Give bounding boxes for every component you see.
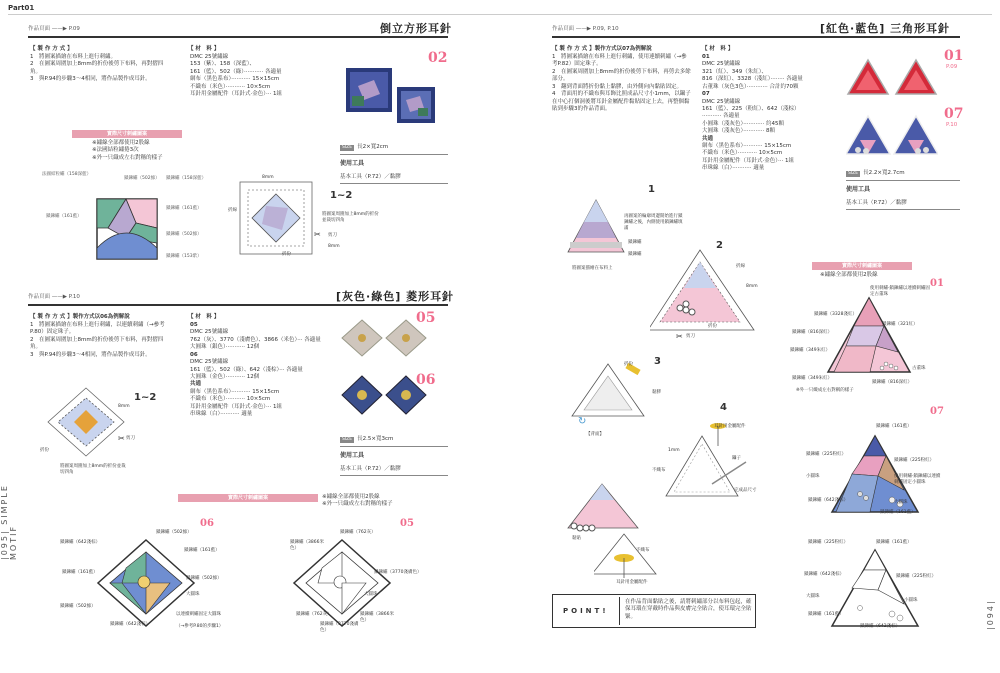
pattern-06-label: （→參考P.80的步驟1） [176, 624, 224, 629]
pattern-06-label: 鎖鍊繡（642淺棕） [60, 540, 101, 545]
fold-label: 8mm [118, 404, 130, 409]
step-num-4: 4 [720, 402, 727, 413]
pattern-05-label: 鎖鍊繡（3770淺膚色） [320, 622, 359, 634]
step4-label: 耳針用金屬配件 [714, 424, 746, 429]
sec2-tools: 基本工具（P.72）／黏膠 [340, 466, 401, 472]
sec1-label: 鎖鍊繡（502綠） [166, 232, 202, 237]
sec1-step: 2 在圖案周圍加上8mm的折份後剪下布料，再對摺四角。 [30, 61, 164, 75]
pattern-01-label: 古董珠 [912, 366, 926, 371]
right-rule [552, 36, 960, 38]
step2-figure [650, 248, 756, 338]
material-line: 161（藍）、502（綠）··········· 各適量 [190, 68, 282, 75]
sec1-size: SIZE 長2×寬2cm [342, 144, 389, 150]
sec2-steps [30, 322, 170, 359]
pattern-06-label: 大圓珠 [186, 592, 200, 597]
pattern-num-01: 01 [930, 278, 944, 289]
sec1-step: 1 將圖案描繪在布料上進行刺繡。 [30, 54, 117, 60]
right-step: 1 將圖案描繪在布料上進行刺繡，使用連續刺繡（→參考P.82）固定珠子。 [552, 54, 687, 68]
sec1-materials [190, 54, 325, 99]
pattern-06-label: 鎖鍊繡（502綠） [60, 604, 96, 609]
step2-label: 8mm [746, 284, 758, 289]
step1-label: 將圖案描繪在布料上 [572, 266, 613, 271]
point-box [552, 594, 756, 628]
sec2-materials: 05 DMC 25號繡線 762（灰）、3770（淺膚色）、3866（米色）··· 各適量 大圓珠（銀色）··········· 12個 06 DMC 25號繡線 161（藍）、502（綠）、642（淺棕）··· 各適量 大圓珠（金色）··········· 12個 共通 網布（黑色系布）··········· 15×15cm 不織布（米色）··········· 10×5cm 耳針用金屬配件（耳針式·金色）··· 1組 串珠線（白）··········· 適量 [190, 322, 321, 418]
sec1-step: 3 與P.94的步驟3～4相同，將作品製作成耳針。 [30, 76, 151, 83]
pattern-05-label: 鎖鍊繡（762灰） [340, 530, 376, 535]
step5-label: 黏貼 [572, 536, 581, 541]
right-materials: 01 DMC 25號繡線 321（紅）、349（朱紅）、 816（深紅）、3328（淺紅）········ 各適量 古董珠（灰色3色）············ 合計約70顆 07 DMC 25號繡線 161（藍）、225（粉紅）、642（淺棕） ··········· 各適量 小圓珠（淺灰色）············ 約45顆 大圓珠（淺灰色）············ 8顆 共通 網布（黑色系布）··········· 15×15cm 不織布（米色）··········· 10×5cm 耳針用金屬配件（耳針式·金色）··· 1組 串珠線（白）··········· 適量 [702, 54, 803, 172]
sec2-size: SIZE 長2.5×寬3cm [342, 436, 394, 442]
pattern-05-label: 鎖鍊繡（3866米色） [290, 540, 324, 552]
step2-label: 折份 [708, 324, 717, 329]
pattern-07-label: 大圓珠 [894, 500, 908, 505]
step3-label: 【背面】 [586, 432, 604, 437]
material-line: 耳針用金屬配件（耳針式·金色）··· 1組 [190, 91, 282, 98]
pattern-05-label: 大圓珠 [364, 592, 378, 597]
sec2-fold-diagram [46, 386, 126, 462]
step-num-3: 3 [654, 356, 661, 367]
step3-label: 折份 [624, 362, 633, 367]
pattern-01-diagram [826, 296, 912, 378]
pattern-07b-label: 鎖鍊繡（642淺棕） [860, 624, 901, 629]
pattern-07b-label: 鎖鍊繡（642淺棕） [804, 572, 845, 577]
pattern-05-label: 鎖鍊繡（3866米色） [360, 612, 394, 624]
pattern-01-label: 鎖鍊繡（816深紅） [792, 330, 833, 335]
pattern-05-label: 鎖鍊繡（3770淺膚色） [374, 570, 422, 575]
sec1-label: 鎖鍊繡（161藍） [166, 206, 202, 211]
fold-label: 將圖案周圍加上8mm的折份並裁切四角 [322, 212, 379, 224]
step4-label: 鑷子 [732, 456, 741, 461]
pattern-num-07: 07 [930, 406, 944, 417]
step4-label: 1mm [668, 448, 680, 453]
sec2-pattern-banner: 實際尺寸刺繡圖案 [178, 494, 318, 502]
material-line: DMC 25號繡線 [190, 54, 229, 60]
fold-label: 將圖案周圍加上8mm的折份並裁切四角 [60, 464, 126, 476]
photo-page-01: P.09 [946, 64, 958, 70]
pattern-06-label: 鎖鍊繡（161藍） [184, 548, 220, 553]
pattern-05-label: 鎖鍊繡（762灰） [296, 612, 332, 617]
fold-label: 8mm [262, 175, 274, 180]
pattern-07b-label: 鎖鍊繡（225粉紅） [896, 574, 937, 579]
step5-backing-figure [594, 530, 664, 584]
scissors-icon: ✂ [314, 230, 321, 239]
pattern-01-label: 鎖鍊繡（349朱紅） [790, 348, 831, 353]
sec2-title: [灰色·綠色] 菱形耳針 [336, 290, 455, 303]
step5-label: 不織布 [636, 548, 650, 553]
pattern-num-06: 06 [200, 518, 214, 529]
pattern-07b-label: 鎖鍊繡（161藍） [808, 612, 844, 617]
fold-label: 8mm [328, 244, 340, 249]
pattern-num-05: 05 [400, 518, 414, 529]
right-tools: 基本工具（P.72）／黏膠 [846, 200, 907, 206]
photo-num-01: 01 [944, 48, 964, 64]
photo-page-07: P.10 [946, 122, 958, 128]
fold-label: 折份 [40, 448, 49, 453]
sec2-tools-rule [340, 475, 448, 476]
sec2-step: 1 將圖案描繪在布料上進行刺繡，以連續刺繡（→參考P.80）固定珠子。 [30, 322, 165, 336]
scissors-icon: ✂ [676, 332, 683, 341]
fold-label: 剪刀 [328, 233, 337, 238]
sec2-step: 2 在圖案周圍加上8mm的折份後剪下布料，再對摺四角。 [30, 336, 164, 351]
step1-label: 鎖鍊繡 [628, 240, 642, 245]
part-label: Part01 [8, 4, 35, 12]
pattern-07b-label: 大圓珠 [806, 594, 820, 599]
sec1-label: 鎖鍊繡（502綠） [124, 176, 160, 181]
sec1-label: 鎖鍊繡（158深藍） [166, 176, 207, 181]
right-step: 4 背面用的不織布與耳飾比照成品尺寸小1mm，以鑷子在中心打個洞後將耳針金屬配件黏貼固定上去，再整個黏貼到步驟3的作品背面。 [552, 91, 691, 112]
right-size-rule [846, 180, 960, 181]
step1-label: 再圖案的輪廓周邊開始進行鎖鍊繡之後，內側使用鎖鍊繡填滿 [624, 214, 683, 232]
step3-label: 黏膠 [652, 390, 661, 395]
pattern-07b-label: 鎖鍊繡（161藍） [876, 540, 912, 545]
right-spine-label: |094| [986, 599, 995, 630]
sec1-page-ref: 作品頁面 ——▶ P.09 [28, 26, 80, 32]
right-title: [紅色·藍色] 三角形耳針 [820, 22, 951, 35]
earring-photo-07 [846, 112, 938, 164]
pattern-07-label: 鎖鍊繡（161藍） [876, 424, 912, 429]
step2-label: 剪刀 [686, 334, 695, 339]
sec1-legend: ※繡線全部都使用2股線 ※法國結粒繡捲3次 ※外一只織成左右對稱的樣子 [92, 140, 163, 161]
sec2-page-ref: 作品頁面 ——▶ P.10 [28, 294, 80, 300]
sec2-size-rule [340, 446, 448, 447]
sec1-tools-rule [340, 183, 448, 184]
sec2-tools-title: 使用工具 [340, 452, 365, 459]
pattern-01-label: 使用刺繡·鎖鍊繡以連續刺繡固定古董珠 [870, 286, 930, 298]
step3-figure [568, 360, 648, 424]
right-pattern-banner: 實際尺寸刺繡圖案 [812, 262, 912, 270]
earring-photo-01 [846, 56, 938, 104]
step4-label: 完成品尺寸 [734, 488, 757, 493]
pattern-01-label: 鎖鍊繡（816深紅） [872, 380, 913, 385]
fold-label: 折份 [282, 252, 291, 257]
right-size: SIZE 長2.2×寬2.7cm [848, 170, 905, 176]
sec1-size-rule [340, 154, 448, 155]
pattern-01-note: ※外一只織成左右對稱的樣子 [796, 388, 854, 393]
material-line: 153（紫）、158（深藍）、 [190, 61, 255, 68]
pattern-01-label: 鎖鍊繡（3328淺紅） [814, 312, 857, 317]
point-divider [619, 597, 620, 625]
right-tools-rule [846, 209, 960, 210]
sec1-pattern-diagram [96, 198, 158, 264]
right-material-tag: 【 材 料 】 [702, 46, 734, 52]
pattern-06-label: 鎖鍊繡（502綠） [186, 576, 222, 581]
sec1-steps [30, 54, 170, 84]
pattern-07b-label: 小圓珠 [904, 598, 918, 603]
sec1-fold-diagram [236, 178, 316, 262]
fold-label: 剪刀 [126, 436, 135, 441]
point-label: POINT! [563, 607, 609, 615]
fold-label: 折線 [228, 208, 237, 213]
pattern-06-label: 鎖鍊繡（502綠） [156, 530, 192, 535]
right-step: 3 翻到背面將折份黏上黏膠，由外側向內黏貼固定。 [552, 83, 683, 90]
pattern-06-label: 鎖鍊繡（161藍） [62, 570, 98, 575]
step-num-1: 1 [648, 184, 655, 195]
pattern-07-label: 鎖鍊繡（642淺棕） [808, 498, 849, 503]
pattern-07-label: 小圓珠 [806, 474, 820, 479]
material-line: 不織布（米色）··········· 10×5cm [190, 83, 271, 90]
sec1-rule [28, 36, 448, 38]
step-num-2: 2 [716, 240, 723, 251]
step5-label: 耳針用金屬配件 [616, 580, 648, 585]
sec1-label: 鎖鍊繡（161藍） [46, 214, 82, 219]
pattern-07-label: 鎖鍊繡（225粉紅） [894, 458, 935, 463]
item-number-02: 02 [428, 50, 448, 66]
right-method-tag: 【 製 作 方 式 】製作方式以07為例解說 [552, 46, 652, 52]
pattern-07b-label: 鎖鍊繡（225粉紅） [808, 540, 849, 545]
item-number-06: 06 [416, 372, 436, 388]
pattern-06-label: 以連續刺繡固定大圓珠 [176, 612, 221, 617]
sec1-label: 鎖鍊繡（153紫） [166, 254, 202, 259]
pattern-07-label: 鎖鍊繡（225粉紅） [806, 452, 847, 457]
sec1-fold-step: 1~2 [330, 190, 353, 201]
item-number-05: 05 [416, 310, 436, 326]
sec1-tools-title: 使用工具 [340, 160, 365, 167]
sec1-label: 法國結粒繡（158深藍） [42, 172, 92, 177]
sec2-fold-step: 1~2 [134, 392, 157, 403]
arrow-icon: ↻ [578, 416, 587, 427]
pattern-01-label: 鎖鍊繡（321紅） [882, 322, 918, 327]
sec2-method-tag: 【 製 作 方 式 】製作方式以06為例解說 [30, 314, 130, 320]
earring-photo-02b [396, 86, 436, 124]
pattern-07b-diagram [830, 548, 920, 632]
pattern-01-label: 鎖鍊繡（349朱紅） [792, 376, 833, 381]
sec2-rule [28, 304, 448, 306]
step1-label: 鎖鍊繡 [628, 252, 642, 257]
header-rule [8, 14, 992, 15]
sec1-title: 倒立方形耳針 [380, 22, 452, 35]
sec1-tools: 基本工具（P.72）／黏膠 [340, 174, 401, 180]
right-step: 2 在圖案周圍加上8mm的折份後剪下布料，再剪去多餘部分。 [552, 68, 691, 83]
right-tools-title: 使用工具 [846, 186, 871, 193]
sec2-step: 3 與P.94的步驟3～4相同，將作品製作成耳針。 [30, 351, 151, 358]
scissors-icon: ✂ [118, 434, 125, 443]
material-line: 網布（黑色系布）··········· 15×15cm [190, 76, 280, 83]
right-steps [552, 54, 692, 113]
sec1-pattern-banner: 實際尺寸刺繡圖案 [72, 130, 182, 138]
step4-label: 不織布 [652, 468, 666, 473]
right-page-ref: 作品頁面 ——▶ P.09, P.10 [552, 26, 619, 32]
photo-num-07: 07 [944, 106, 964, 122]
earring-photo-02a [344, 66, 394, 114]
sec2-material-tag: 【 材 料 】 [188, 314, 220, 320]
point-text: 在作品背面黏貼之後，請將刺繡部分以布料包起，確保耳環在穿戴時作品與皮膚完全貼合，使耳環完全貼緊。 [625, 599, 752, 620]
right-legend: ※繡線全部都使用2股線 [820, 272, 878, 278]
pattern-07-label: 鎖鍊繡（161藍） [880, 510, 916, 515]
step2-label: 折線 [736, 264, 745, 269]
sec2-legend: ※繡線全部都使用2股線 ※外一只織成左右對稱的樣子 [322, 494, 393, 508]
pattern-07-label: 使用刺繡·鎖鍊繡以連續刺繡固定小圓珠 [894, 474, 941, 486]
pattern-06-label: 鎖鍊繡（642淺棕） [110, 622, 151, 627]
sec1-material-tag: 【 材 料 】 [188, 46, 220, 52]
sec1-method-tag: 【 製 作 方 式 】 [30, 46, 73, 52]
left-spine-label: |095| SIMPLE MOTIF [0, 484, 18, 560]
